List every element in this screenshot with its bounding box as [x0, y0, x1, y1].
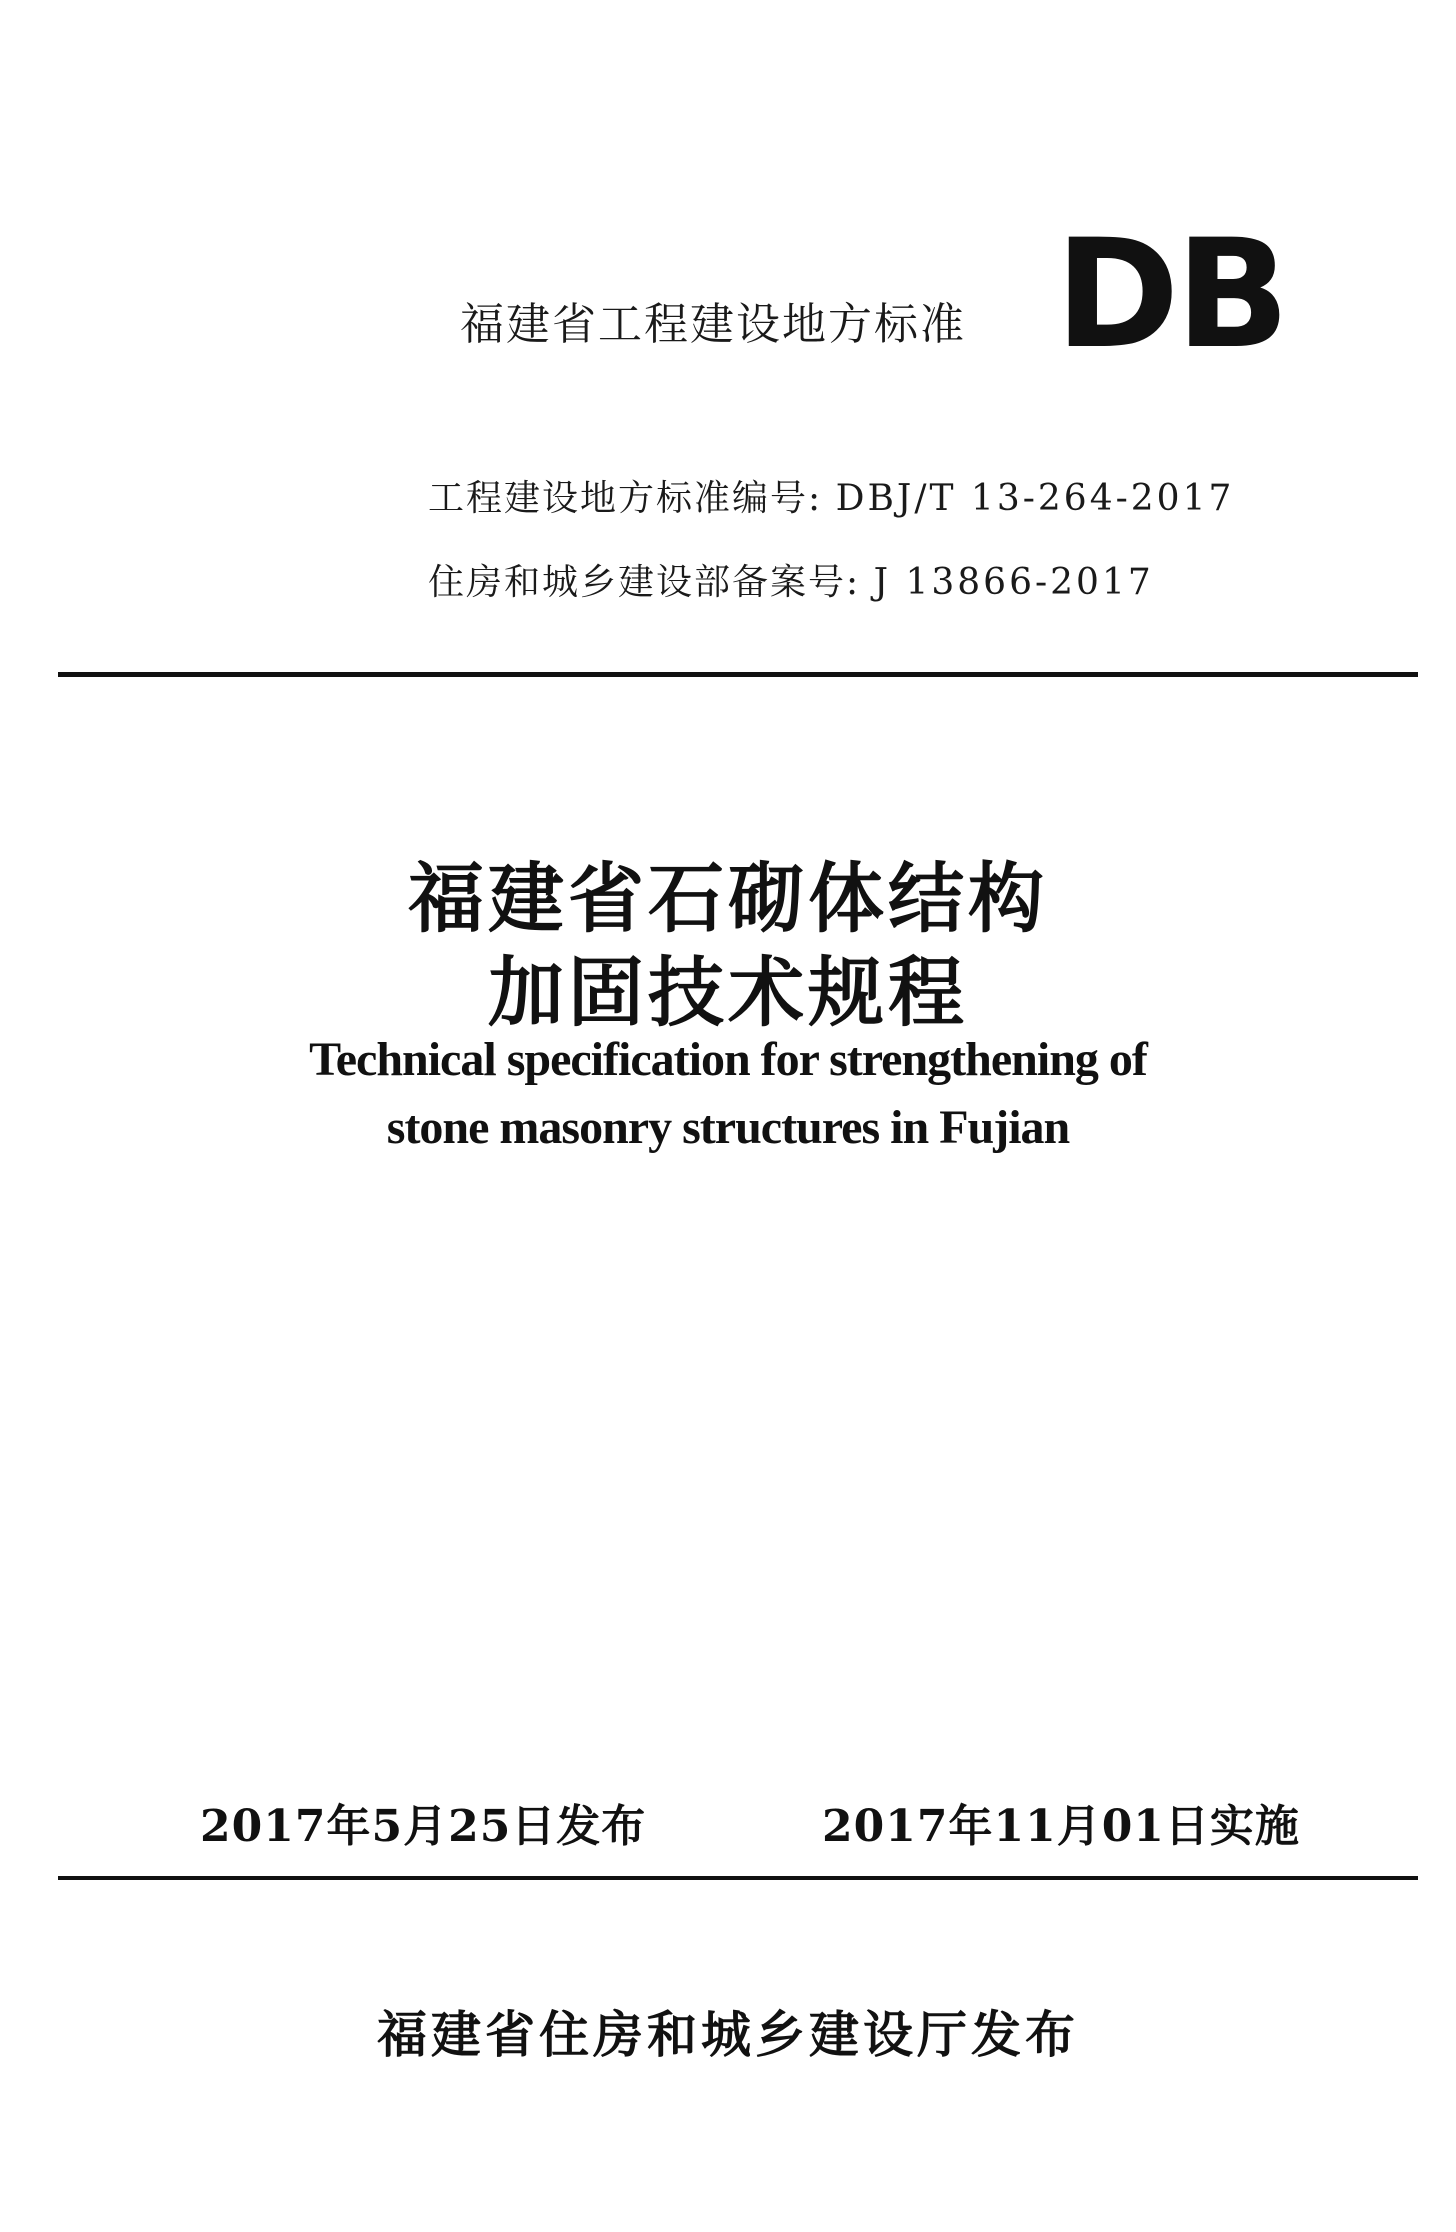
- title-cn-line2: 加固技术规程: [488, 948, 968, 1037]
- filing-number-label: 住房和城乡建设部备案号:: [428, 562, 861, 603]
- title-en-line1: Technical specification for strengthening of: [309, 1033, 1147, 1086]
- title-cn-line1: 福建省石砌体结构: [408, 854, 1048, 943]
- publisher: 福建省住房和城乡建设厅发布: [377, 2005, 1079, 2064]
- filing-number-value: J 13866-2017: [873, 562, 1154, 603]
- issue-date: 2017年5月25日发布: [200, 1801, 647, 1852]
- top-divider: [58, 672, 1418, 677]
- standard-number: [428, 470, 1234, 521]
- series-title: 福建省工程建设地方标准: [460, 299, 966, 350]
- implementation-date: 2017年11月01日实施: [822, 1801, 1300, 1852]
- standard-number-value: DBJ/T 13-264-2017: [835, 478, 1235, 519]
- db-logo: DB: [1055, 208, 1286, 382]
- title-en-line2: stone masonry structures in Fujian: [386, 1101, 1070, 1154]
- standard-number-label: 工程建设地方标准编号:: [428, 478, 823, 519]
- filing-number: [428, 554, 1154, 605]
- bottom-divider: [58, 1876, 1418, 1880]
